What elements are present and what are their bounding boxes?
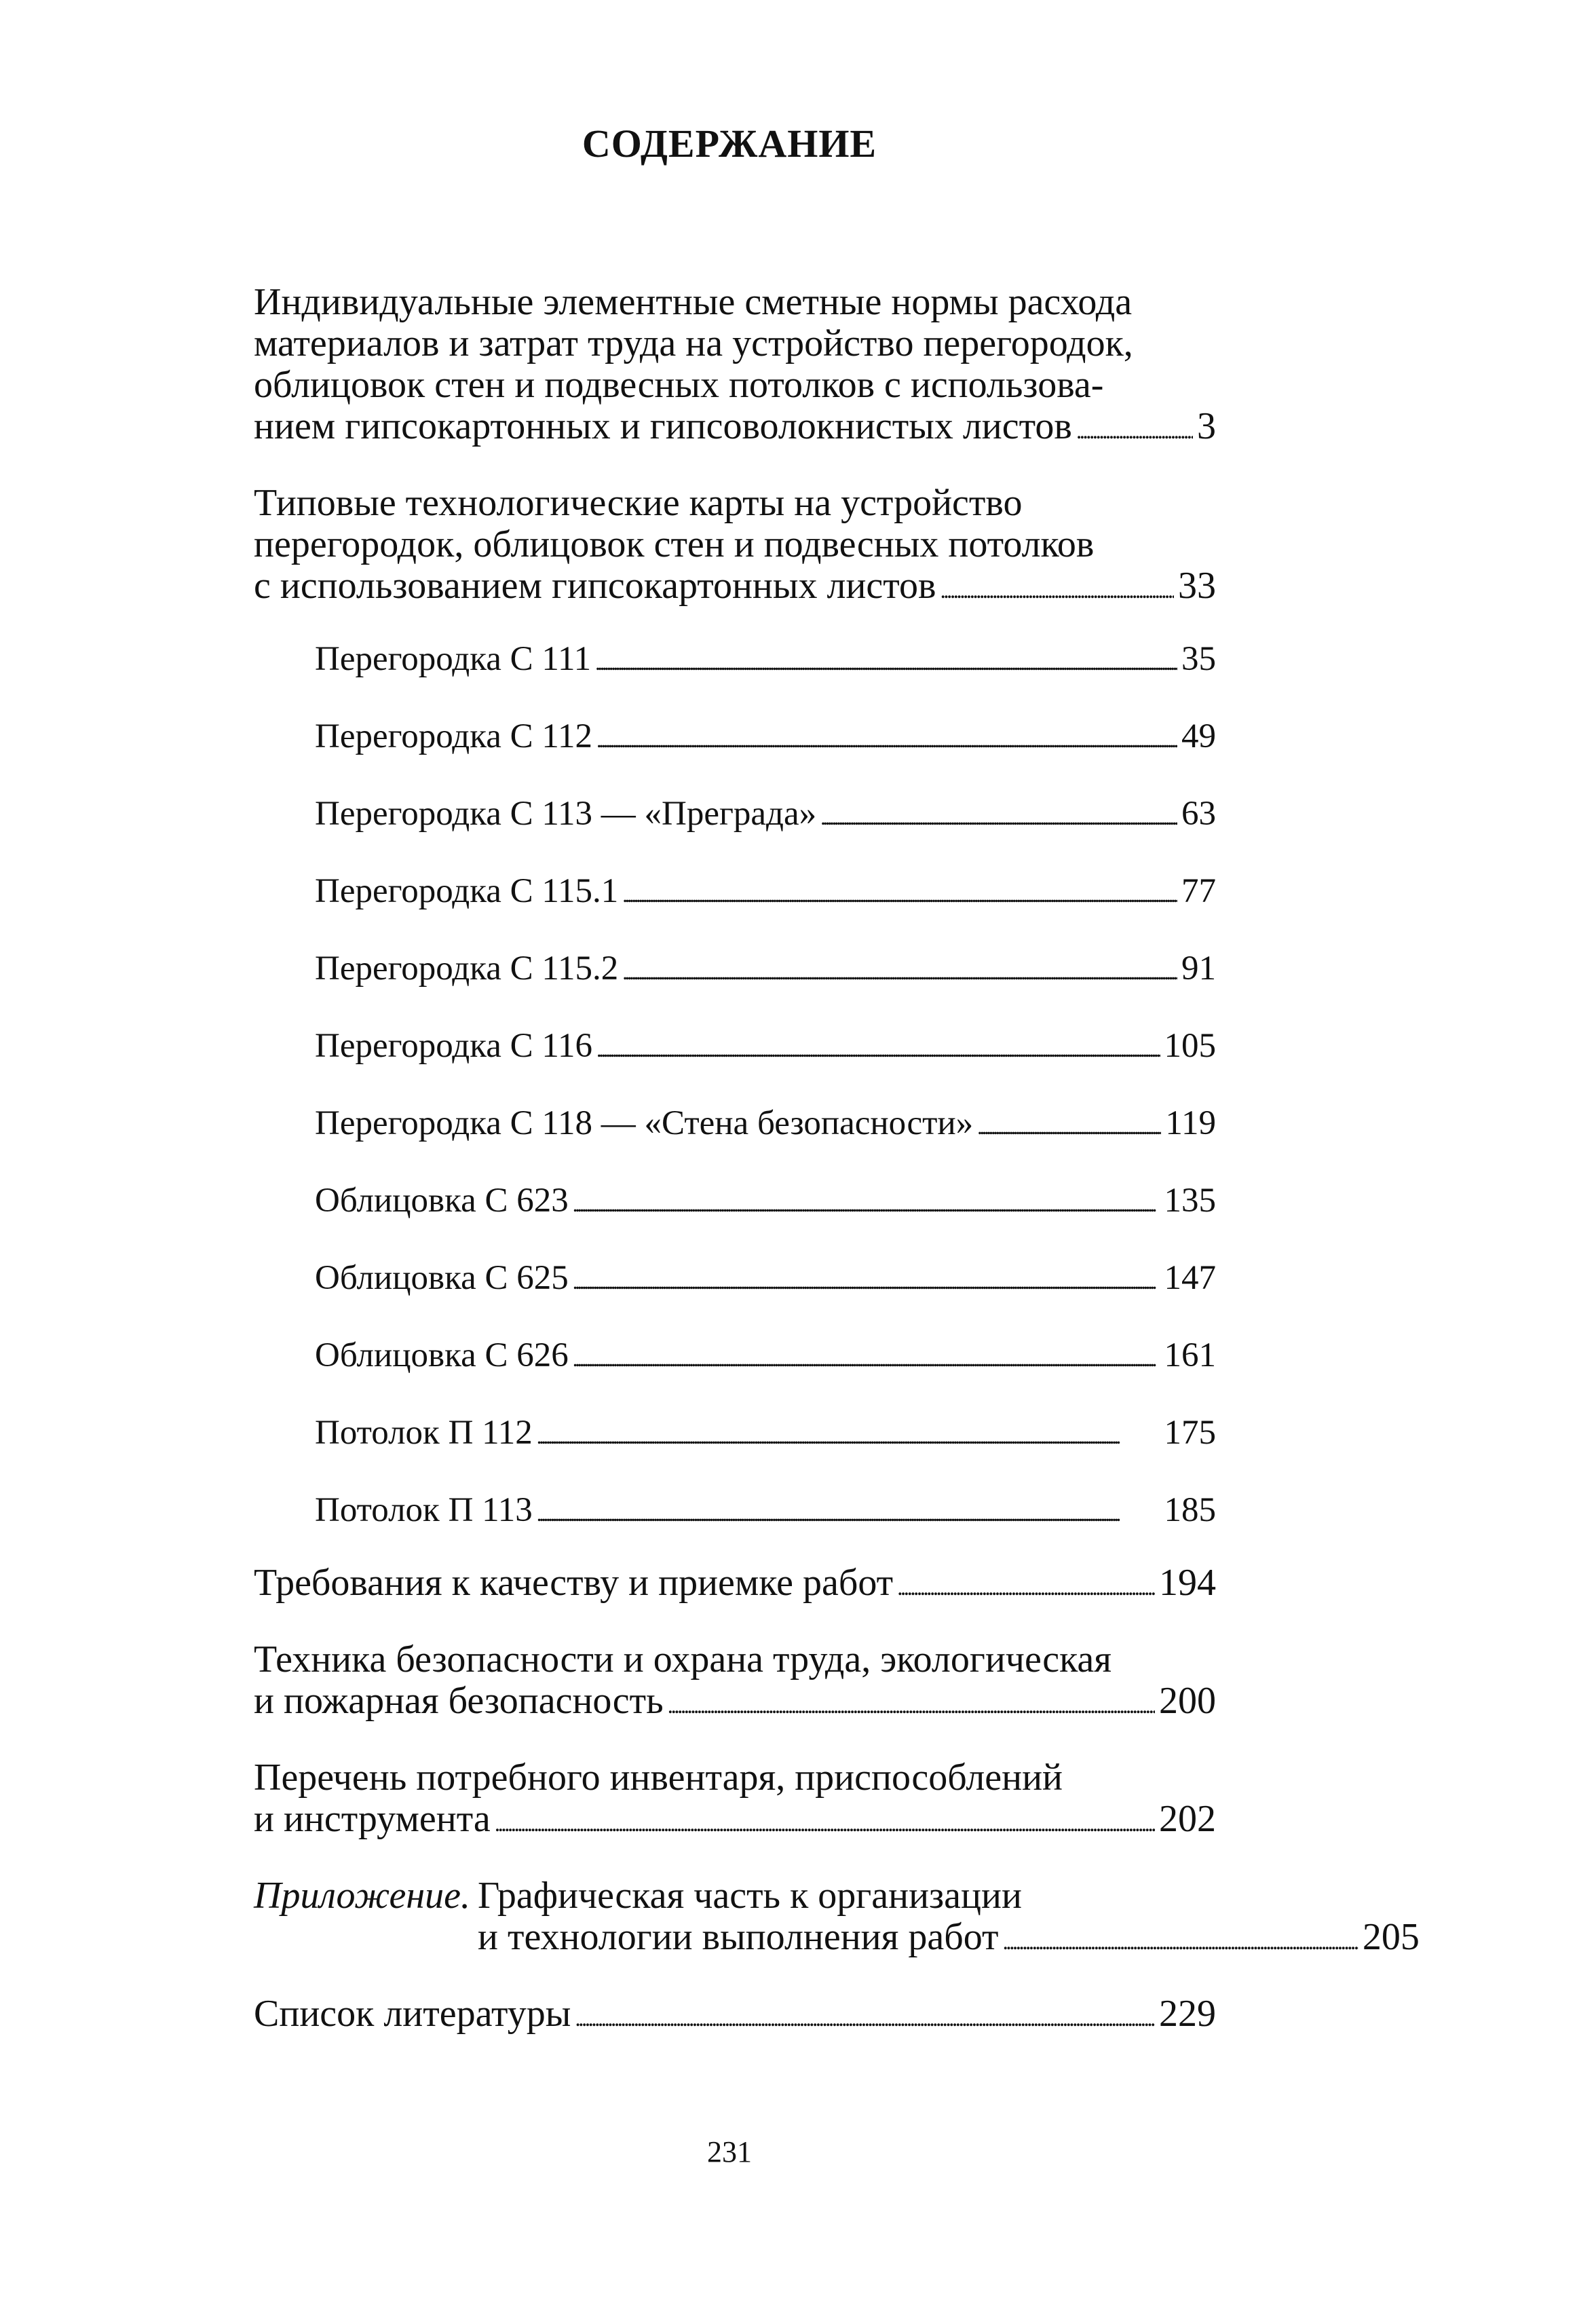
toc-subentry-title: Перегородка С 118 — «Стена безопасности» [315, 1104, 974, 1142]
toc-page-number: 77 [1181, 872, 1216, 910]
toc-subentry[interactable] [254, 1335, 1216, 1380]
appendix-label: Приложение. [254, 1875, 470, 1917]
toc-subentry[interactable] [254, 1103, 1216, 1148]
toc-entry-line: Техника безопасности и охрана труда, экологическая [254, 1638, 1112, 1680]
toc-subentry-title: Перегородка С 115.2 [315, 950, 619, 988]
toc-subentry[interactable] [254, 1258, 1216, 1303]
toc-entry-line: Список литературы [254, 1993, 571, 2035]
toc-entry-line: облицовок стен и подвесных потолков с использова- [254, 364, 1104, 406]
toc-subentry-title: Перегородка С 116 [315, 1027, 592, 1065]
toc-entry-line: и инструмента [254, 1798, 491, 1840]
dot-leader [595, 639, 1177, 684]
toc-subentry[interactable] [254, 948, 1216, 994]
dot-leader [537, 1412, 1160, 1458]
toc-subentry-title: Перегородка С 115.1 [315, 872, 619, 910]
toc-page-number: 91 [1181, 950, 1216, 988]
toc-entry-safety[interactable] [254, 1639, 1216, 1727]
dot-leader [495, 1799, 1155, 1845]
dot-leader [622, 948, 1177, 994]
dot-leader [940, 565, 1174, 612]
toc-page-number: 105 [1164, 1027, 1216, 1065]
toc-page-number: 3 [1197, 405, 1216, 447]
toc-page-number: 185 [1164, 1491, 1216, 1529]
toc-entry-line: перегородок, облицовок стен и подвесных потолков [254, 523, 1095, 565]
dot-leader [1076, 406, 1193, 452]
toc-page-number: 135 [1164, 1182, 1216, 1220]
toc-subentry-title: Облицовка С 625 [315, 1259, 569, 1297]
toc-entry-line: Перечень потребного инвентаря, приспособлений [254, 1756, 1063, 1799]
toc-subentry[interactable] [254, 1026, 1216, 1071]
dot-leader [596, 716, 1177, 762]
toc-page-number: 35 [1181, 640, 1216, 678]
toc-page-number: 205 [1362, 1916, 1420, 1958]
toc-entry-appendix[interactable] [254, 1875, 1420, 1963]
toc-subentry[interactable] [254, 793, 1216, 839]
toc-subentry[interactable] [254, 1412, 1216, 1458]
toc-subentry-title: Потолок П 113 [315, 1491, 533, 1529]
toc-page-number: 175 [1164, 1414, 1216, 1452]
toc-entry-line: и пожарная безопасность [254, 1680, 664, 1722]
dot-leader [977, 1103, 1161, 1148]
toc-page-number: 202 [1159, 1798, 1216, 1840]
toc-page-number: 161 [1164, 1336, 1216, 1374]
toc-subentry-title: Перегородка С 111 [315, 640, 592, 678]
page-number: 231 [707, 2135, 752, 2168]
page-title: СОДЕРЖАНИЕ [582, 121, 877, 166]
toc-subentry[interactable] [254, 1180, 1216, 1226]
dot-leader [596, 1026, 1160, 1071]
toc-page-number: 49 [1181, 717, 1216, 755]
toc-page-number: 63 [1181, 795, 1216, 833]
toc-subentry-title: Облицовка С 623 [315, 1182, 569, 1220]
dot-leader [897, 1562, 1155, 1609]
toc-entry-line: Требования к качеству и приемке работ [254, 1562, 894, 1604]
table-of-contents [254, 281, 1420, 2070]
toc-entry-elemental-norms[interactable] [254, 282, 1216, 452]
dot-leader [573, 1335, 1160, 1380]
toc-entry-line: Индивидуальные элементные сметные нормы расхода [254, 281, 1133, 323]
toc-entry-line: материалов и затрат труда на устройство перегородок, [254, 322, 1133, 364]
toc-entry-line: Типовые технологические карты на устройство [254, 482, 1023, 524]
toc-entry-line: нием гипсокартонных и гипсоволокнистых листов [254, 405, 1072, 447]
toc-subentry[interactable] [254, 639, 1216, 684]
toc-entry-line: и технологии выполнения работ [478, 1916, 999, 1958]
toc-page-number: 147 [1164, 1259, 1216, 1297]
dot-leader [622, 871, 1177, 916]
dot-leader [1002, 1917, 1358, 1963]
toc-subentry-title: Потолок П 112 [315, 1414, 533, 1452]
toc-entry-quality-requirements[interactable] [254, 1562, 1216, 1609]
toc-entry-technological-maps[interactable] [254, 483, 1216, 612]
dot-leader [575, 1993, 1155, 2040]
dot-leader [573, 1180, 1160, 1226]
toc-entry-line: Графическая часть к организации [478, 1875, 1022, 1917]
toc-subentry[interactable] [254, 871, 1216, 916]
toc-subentry-title: Облицовка С 626 [315, 1336, 569, 1374]
dot-leader [668, 1680, 1155, 1727]
toc-page-number: 119 [1165, 1104, 1216, 1142]
toc-entry-inventory-list[interactable] [254, 1757, 1216, 1845]
toc-page-number: 33 [1178, 565, 1216, 607]
toc-page-number: 200 [1159, 1680, 1216, 1722]
dot-leader [573, 1258, 1160, 1303]
dot-leader [820, 793, 1177, 839]
toc-entry-references[interactable] [254, 1993, 1216, 2040]
toc-page-number: 194 [1159, 1562, 1216, 1604]
toc-subentry[interactable] [254, 1490, 1216, 1535]
toc-subentry-title: Перегородка С 112 [315, 717, 592, 755]
toc-page-number: 229 [1159, 1993, 1216, 2035]
toc-subentry[interactable] [254, 716, 1216, 762]
toc-subentry-title: Перегородка С 113 — «Преграда» [315, 795, 817, 833]
toc-entry-line: с использованием гипсокартонных листов [254, 565, 936, 607]
dot-leader [537, 1490, 1160, 1535]
